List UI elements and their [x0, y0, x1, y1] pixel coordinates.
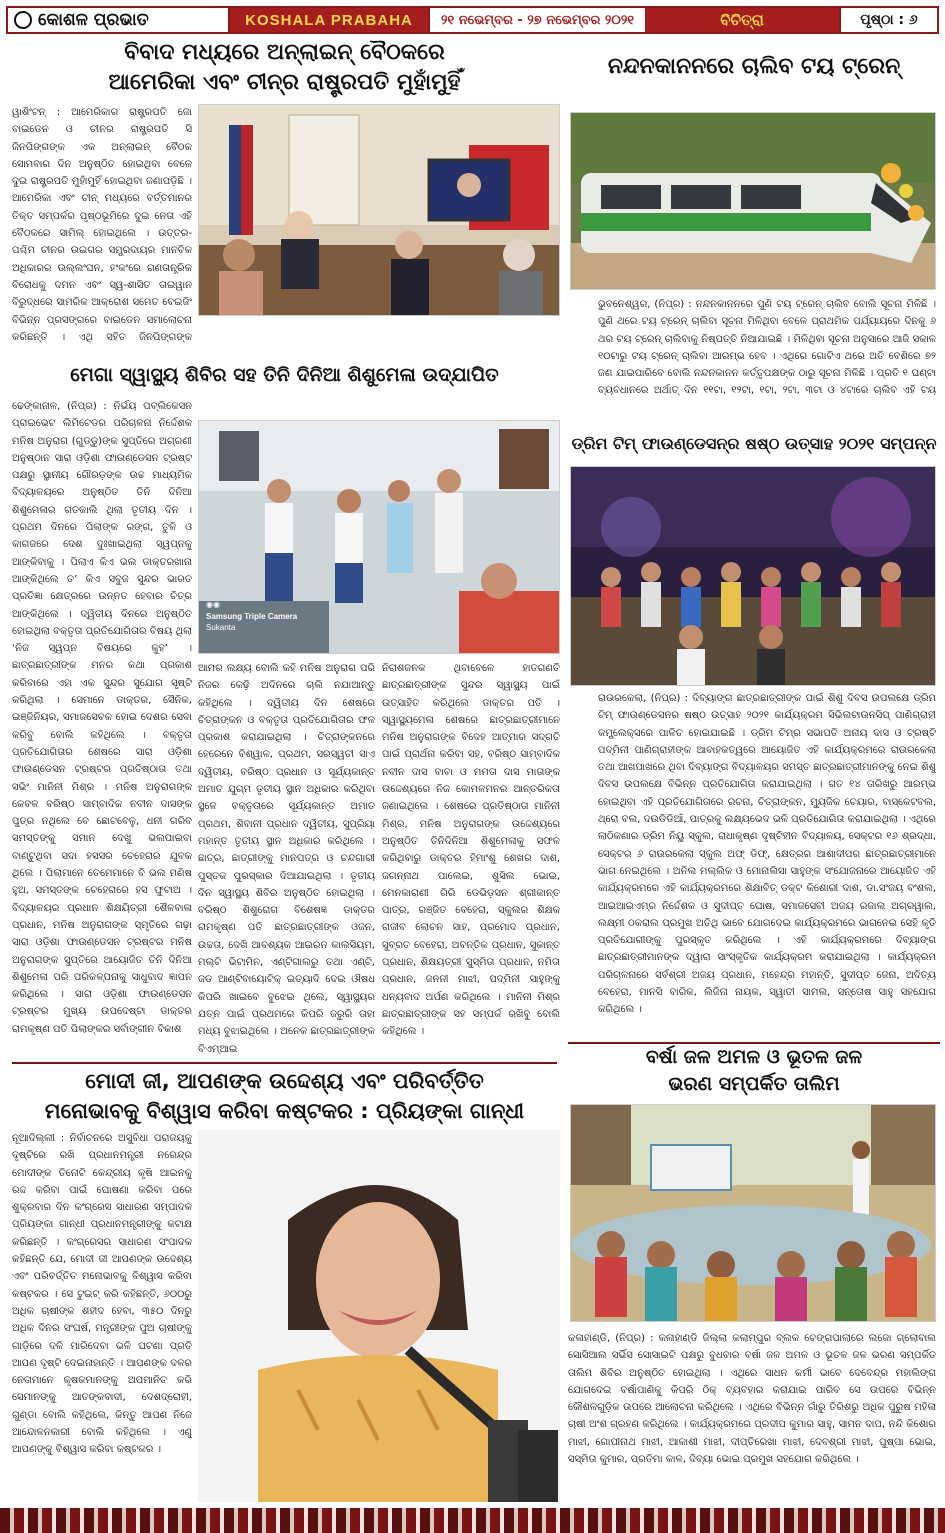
- section-divider: [12, 1062, 557, 1064]
- rainwater-headline-line2: ଭରଣ ସମ୍ପର୍କିତ ତାଲିମ: [668, 1073, 840, 1095]
- us-china-headline: [12, 38, 557, 100]
- photo-credit-camera: Samsung Triple Camera: [206, 612, 298, 621]
- masthead-date: ୨୧ ନଭେମ୍ବର - ୨୭ ନଭେମ୍ବର ୨୦୨୧: [428, 8, 645, 32]
- dream-team-headline: ଡ୍ରିମ ଟିମ୍ ଫାଉଣ୍ଡେସନ୍‌ର ଷଷ୍ଠ ଉତ୍ସାହ ୨୦୨୧ ସମ୍ପନ୍ନ: [571, 434, 937, 453]
- priyanka-photo: [198, 1130, 560, 1502]
- us-china-photo: [198, 104, 560, 316]
- dream-team-image: [571, 467, 936, 686]
- toy-train-body: ଭୁବନେଶ୍ୱର, (ନିପ୍ର) : ନନ୍ଦନକାନନରେ ପୁଣି ଟୟ ଟ୍ରେନ୍ ଚାଲିବ ବୋଲି ସୂଚନା ମିଳିଛି । ପୁଣି ଥରେ ଟୟ ଟ୍ରେନ୍ ଚାଲିବା ସୂଚନା ମିଳିଥିବା ବେଳେ ପ୍ରାଥମିକ ପର୍ଯ୍ୟାୟରେ ଦିନକୁ ୬ ଥର ଟୟ ଟ୍ରେନ୍ ଚାଲିବାକୁ ନିଷ୍ପତ୍ତି ନିଆଯାଇଛି । ମିଳିଥିବା ସୂଚନା ଅନୁସାରେ ଆଜି ସକାଳ ୧୦ଟାରୁ ଟୟ ଟ୍ରେନ୍ ଚାଲିବା ଆରମ୍ଭ ହେବ । ଏଥିରେ ଗୋଟିଏ ଥରେ ଅତି ବେଶିରେ ୭୨ ଜଣ ଯାଇପାରିବେ ବୋଲି ନନ୍ଦନକାନନ କର୍ତ୍ତୃପକ୍ଷଙ୍କ ଠାରୁ ସୂଚନା ମିଳିଛି । ପ୍ରତି ୧ ଘଣ୍ଟା ବ୍ୟବଧାନରେ ଅର୍ଥାତ୍ ଦିନ ୧୧ଟା, ୧୨ଟା, ୧ଟା, ୨ଟା, ୩ଟା ଓ ୪ଟାରେ ଚାଲିବ ଏହି ଟୟ: [598, 299, 936, 397]
- priyanka-headline-line2: ମନୋଭାବକୁ ବିଶ୍ୱାସ କରିବା କଷ୍ଟକର : ପ୍ରିୟଙ୍କା ଗାନ୍ଧୀ: [44, 1099, 525, 1123]
- priyanka-headline: [12, 1066, 557, 1128]
- rainwater-photo: [570, 1104, 936, 1322]
- health-camp-headline: ମେଗା ସ୍ୱାସ୍ଥ୍ୟ ଶିବିର ସହ ତିନି ଦିନିଆ ଶିଶୁମେଳା ଉଦ୍‌ଯାପିତ: [70, 364, 499, 386]
- masthead-page-number: ପୃଷ୍ଠା : ୬: [839, 8, 937, 32]
- rainwater-headline: [568, 1044, 940, 1100]
- masthead-section: ବିଚିତ୍ରା: [645, 8, 839, 32]
- us-china-headline-line2: ଆମେରିକା ଏବଂ ଚୀନ୍‌ର ରାଷ୍ଟ୍ରପତି ମୁହାଁମୁହିଁ: [108, 70, 461, 95]
- dream-team-body: ରାଉରକେଲା, (ନିପ୍ର) : ଦିବ୍ୟାଙ୍ଗ ଛାତ୍ରଛାତ୍ରୀଙ୍କ ପାଇଁ ଶିଶୁ ଦିବସ ଉପଲକ୍ଷେ ଡ୍ରିମ ଟିମ୍ ଫାଉଣ୍ଡେସନର ଷଷ୍ଠ ଉତ୍ସାହ ୨୦୨୧ କାର୍ଯ୍ୟକ୍ରମ ସିଭିଲଟାଉନସିପ୍ ପାଣିଗ୍ରାହୀ କମ୍ପ୍ଲେକ୍ସରେ ପାଳିତ ହୋଇଯାଇଛି । ଡ୍ରିମ ଟିମ୍‌ର ସଭାପତି ଅନାୟ ଦାସ ଓ ଟ୍ରଷ୍ଟି ପଦ୍ମିନୀ ପାଣିଗ୍ରାହୀଙ୍କ ଆବାହକତ୍ୱରେ ଆୟୋଜିତ ଏହି କାର୍ଯ୍ୟକ୍ରମରେ ରାଉରକେଲା ତଥା ଆଖପାଖରେ ଥିବା ଦିବ୍ୟାଙ୍ଗ ବିଦ୍ୟାଳୟର ସମସ୍ତ ଛାତ୍ରଛାତ୍ରୀମାନଙ୍କୁ ନେଇ ଶିଶୁ ଦିବସ ଉପଲକ୍ଷେ ବିଭିନ୍ନ ପ୍ରତିଯୋଗିତା କରାଯାଇଥିଲା । ଗତ ୧୪ ତାରିଖରୁ ଆରମ୍ଭ ହୋଇଥିବା ଏହି ପ୍ରତିଯୋଗିତାରେ ରଚନା, ଚିତ୍ରାଙ୍କନ, ମ୍ୟୁଜିକ ଚେୟାର, ବାସ୍କେଟବଲ, ଥ୍ରୋ ବଲ, ଦଉଡିଡିଆଁ, ପାତ୍ରକୁ ଲକ୍ଷ୍ୟଭେଦ ଭଳି ପ୍ରତିଯୋଗିତା କରାଯାଇଥିଲା । ଏଥିରେ ଲାଠିକଣାର ଡ୍ରିମ ନିୟୁ ସ୍କୁଲ, ରାଧାକୃଷ୍ଣ ଦୃଷ୍ଟିହୀନ ବିଦ୍ୟାଳୟ, ସେକ୍ଟର ୧୬ ଶ୍ରଦ୍ଧା, ସେକ୍ଟର ୬ ରାଉରକେଲା ସ୍କୁଲ ଅଫ୍ ଡିଫ୍, କ୍ଷେତ୍ରର ଆଶାଦୀପର ଛାତ୍ରଛାତ୍ରୀମାନେ ଭାଗ ନେଇଥିଲେ । ଅନିଲ ମଲ୍ଲିକ ଓ ମୋନାଲିସା ସାହୁଙ୍କ ସଂଯୋଜନାରେ ଆୟୋଜିତ ଏହି କାର୍ଯ୍ୟକ୍ରମରେ ଏହି କାର୍ଯ୍ୟକ୍ରମରେ ଶିକ୍ଷାବିତ୍ ଡକ୍ଟ କିଶୋରୀ ଦାଶ, ଡା.ସଂଜୟ ବଂଶଲ, ଆଇଆଇଏମ୍‌ର ନିର୍ଦ୍ଦେଶକ ଓ ସୁଦୀପ୍ତ ଘୋଷ, ସମାଜସେବୀ ଅଜୟ ରଜାଲ ଅଗ୍ରୱାଲ, ଲକ୍ଷ୍ମୀ ଠକରାଲ ପ୍ରମୁଖ ଅତିଥି ଭାବେ ଯୋଗଦେଇ କାର୍ଯ୍ୟକ୍ରମରେ ଭାଗନେଇ ସେହି କୃତି ପ୍ରତିଯୋଗୀଙ୍କୁ ପୁରସ୍କୃତ କରିଥିଲେ । ଏହି କାର୍ଯ୍ୟକ୍ରମରେ ଦିବ୍ୟାଙ୍ଗ ଛାତ୍ରଛାତ୍ରୀମାନଙ୍କ ଦ୍ୱାରା ସାଂସ୍କୃତିକ କାର୍ଯ୍ୟକ୍ରମ କରାଯାଇଥିଲା । କାର୍ଯ୍ୟକ୍ରମ ପରିଚାଳନାରେ ସର୍ବଶ୍ରୀ ଅଜୟ ପ୍ରଧାନ, ମହେନ୍ଦ୍ର ମହାନ୍ତି, ସୁଦୀପ୍ତ ଜେନା, ଅଦିତ୍ୟ ବେହେରା, ମାନସି ବାରିକ, ଲିଜିନା ନାୟକ, ସ୍ୱାତୀ ସାମଲ, ସନ୍ତୋଷ ସାହୁ ସହଯୋଗ କରିଥିଲେ ।: [598, 693, 936, 1016]
- footer-border-pattern: [0, 1508, 945, 1533]
- us-china-headline-line1: ବିବାଦ ମଧ୍ୟରେ ଅନ୍‌ଲାଇନ୍ ବୈଠକରେ: [124, 40, 445, 65]
- health-camp-body-col2: ଆମର ଲକ୍ଷ୍ୟ ବୋଲି କହି ମନିଷ ଅନୁରାଗ ପରି ନିଜର କେଢ଼ି ଅଦିନରେ ଚାଲି ନଯାଆନ୍ତୁ କହିଥିଲେ । ଦ୍ୱିତୀୟ ଦିନ ଶେଷରେ ଚିତ୍ରାଙ୍କନ ଓ ବକ୍ତୃତା ପ୍ରତିଯୋଗିତାର ଫଳ ପ୍ରକାଶ କରାଯାଇଥିଲା । ଚିତ୍ରାଙ୍କନରେ ହେରେନେ ବିଶ୍ୱାଳ, ପ୍ରଥମ, ସରସ୍ୱତୀ ସାଏ ଦ୍ୱିତୀୟ, ବରିଷ୍ଠ ପ୍ରଧାନ ଓ ସୂର୍ଯ୍ୟକାନ୍ତ ଅମାତ ଯୁଗ୍ମ ତୃତୀୟ ସ୍ଥାନ ଅଧିକାର କରିଥିବା ସ୍ଥଳେ ବକ୍ତୃତାରେ ସୂର୍ଯ୍ୟକାନ୍ତ ଅମାତ ପ୍ରଥମ, ଶିବାନୀ ପ୍ରଧାନ ଦ୍ୱିତୀୟ, ସୁପ୍ରିୟା ମହାନ୍ତ ତୃତୀୟ ସ୍ଥାନ ଅଧିକାର କରିଥିଲେ । ଛାତ୍ର, ଛାତ୍ରୀଙ୍କୁ ମାନପତ୍ର ଓ ଚନ୍ଦଗାରୀ ପୁସ୍ତକ ପୁରସ୍କାର ଦିଆଯାଇଥିଲା । ତୃତୀୟ ଦିନ ସ୍ୱାସ୍ଥ୍ୟ ଶିବିର ଅନୁଷ୍ଠିତ ହୋଇଥିଲା । ବରିଷ୍ଠ ଶିଶୁରୋଗ ବିଶେଷଜ୍ଞ ଡାକ୍ତର ରାମକୃଷ୍ଣ ପତି ଛାତ୍ରଛାତ୍ରୀଙ୍କ ଓଜନ, ଉଚ୍ଚତା, ଦେଖି ଆବଶ୍ୟକ ଆଇରନ କାଲସିୟମ, ମଲ୍ଟି ଭିଟାମିନ, ଏଣ୍ଟିଗାଲରୁ ତଥା ଏଣ୍ଟି, ଜଡ ଆଣ୍ଟିବାୟୋଟିକ୍ ଇତ୍ୟାଦି ଦେଇ ଔଷଧ କିପରି ଖାଇବେ ବୁଝେଇ ଥିଲେ, ସ୍ୱାସ୍ଥ୍ୟର ଯତ୍ନ ପାଇଁ ପ୍ରଥମରେ କିପରି ଜରୁରି ତାହା ମଧ୍ୟ ବୁଝାଇଥିଲେ । ଅନେକ ଛାତ୍ରଛାତ୍ରୀଙ୍କ ବିଏମ୍‌ଆଇ: [198, 663, 375, 1055]
- masthead-name: KOSHALA PRABAHA: [230, 8, 428, 32]
- priyanka-headline-line1: ମୋଦୀ ଜୀ, ଆପଣଙ୍କ ଉଦ୍ଦେଶ୍ୟ ଏବଂ ପରିବର୍ତ୍ତିତ: [85, 1069, 484, 1093]
- masthead: [6, 6, 939, 34]
- rainwater-image: [571, 1105, 936, 1322]
- logo-icon: [14, 11, 32, 29]
- rainwater-headline-line1: ବର୍ଷା ଜଳ ଅମଳ ଓ ଭୂତଳ ଜଳ: [645, 1046, 863, 1068]
- photo-credit-name: Sukanta: [206, 623, 236, 632]
- us-china-photo-image: [199, 105, 560, 316]
- priyanka-image: [198, 1130, 560, 1502]
- toy-train-image: [571, 113, 936, 290]
- photo-credit-logo: ◉◉: [206, 600, 220, 609]
- dream-team-photo: [570, 466, 936, 686]
- masthead-logo: [8, 8, 230, 32]
- health-camp-body-col3: ନିରାଶଜନକ ଥିବାବେଳେ ହାତଗଣତି ଛାତ୍ରଛାତ୍ରୀଙ୍କ ସୁନ୍ଦର ସ୍ୱାସ୍ଥ୍ୟ ପାଇଁ ଉତ୍ସାହିତ କରିଥିଲେ ଡାକ୍ତର ପତି । ସ୍ୱାସ୍ଥ୍ୟମେଳା ଶେଷରେ ଛାତ୍ରଛାତ୍ରୀମାନେ ମନିଷ ଅନୁରାଗଙ୍କ ବିଦେହ ଆତ୍ମାର ସଦ୍‌ଗତି ପାଇଁ ପ୍ରାର୍ଥନା କରିବା ସହ, ବରିଷ୍ଠ ସାମ୍ବାଦିକ ନବୀନ ଦାସ ବାବା ଓ ମମତା ଦାସ ମାତାଙ୍କ ଉଦ୍ଦେଶ୍ୟରେ ନିଜ କୋମଳମନର ଆନ୍ତରିକତା ଜଣାଇଥିଲେ । ଶେଷରେ ପ୍ରତିଷ୍ଠାତା ମାନିନୀ ମିଶ୍ର, ମନିଷ ଅନୁରାଗଙ୍କ ଉଦ୍ଦେଶ୍ୟରେ ଅନୁଷ୍ଠିତ ତିନିଦିନିଆ ଶିଶୁମେଳାକୁ ସଫଳ କରିଥିବାରୁ ଡାକ୍ତର ହିମାଂଶୁ ଶେଖର ଦାଶ, ଜଗନ୍ନାଥ ପାଲେଇ, ଶୁସିଲ ଭୋଇ, ମେନକାରାଣୀ ଗିରି ଡେଭିଡ଼ସନ ଶ୍ରୀକାନ୍ତ ପାତ୍ର, ରଞ୍ଜିତ ବେହେରା, ସ୍କୁଲର ଶିକ୍ଷକ ରାଜୀବ ଲୋଚନ ସାହ, ପ୍ରମୋଦ ପ୍ରଧାନ, ସୁବ୍ରତ ବେହେରା, ଅବନ୍ତିକ ପ୍ରଧାନ, ସୁକାନ୍ତ ପ୍ରଧାନ, ଶିକ୍ଷୟତ୍ରୀ ସୁସ୍ମିତା ପ୍ରଧାନ, ନମିତା ପ୍ରଧାନ, ଜନନୀ ମାଝୀ, ପଦ୍ମିନୀ ସାହୁଙ୍କୁ ଧନ୍ୟବାଦ ଅର୍ପଣ କରିଥିଲେ । ମାନିନୀ ମିଶ୍ର ଛାତ୍ରଛାତ୍ରୀଙ୍କ ସହ ସମ୍ପର୍କ ରଖିବୁ ବୋଲି କହିଥିଲେ ।: [382, 663, 560, 1038]
- rainwater-body: କଳାହାଣ୍ଡି, (ନିପ୍ର) : କଳାହାଣ୍ଡି ଜିଲ୍ଲା କଲାମ୍ପୁର ବ୍ଲକ ଚେଙ୍ଗପାଲାରେ ଲଜୋ ଗ୍ଲୋବାଲ ସୋସିଆଲ ସର୍ଭିସ ସୋସାଇଟି ପକ୍ଷରୁ ବୁଧବାର ବର୍ଷା ଜଳ ଅମଳ ଓ ଭୂତଳ ଜଳ ଭରଣ ସମ୍ପର୍କିତ ତାଲିମ ଶିବିର ଅନୁଷ୍ଠିତ ହୋଇଥିଲା । ଏଥିରେ ସାଧନ କର୍ମୀ ଭାବେ ଦେବେନ୍ଦ୍ର ମହାଲିଙ୍ଗ ଯୋଗଦେଇ ବର୍ଷାପାଣିକୁ କିପରି ଠିକ୍ ବ୍ୟବହାର କରାଯାଇ ପାରିବ ସେ ଉପରେ ବିଭିନ୍ନ କୌଶଳଗୁଡ଼ିକ ଉପରେ ଆଲୋଚନା କରିଥିଲେ । ଏଥିରେ ବିଭିନ୍ନ ଗାଁରୁ ତିରିଶରୁ ଅଧିକ ପୁରୁଷ ମହିଳା ଚାଷୀ ଅଂଶ ଗ୍ରହଣ କରିଥିଲେ । କାର୍ଯ୍ୟକ୍ରମରେ ପ୍ରଦୀପ କୁମାର ସାହୁ, ସାମନ ଦାପ, ନନ୍ଦି କିଶୋର ମାଝୀ, ଗୋପୀନାଥ ମାଝୀ, ଆକାଶୀ ମାଝୀ, ଦୀପ୍ତିରେଖା ମାଝୀ, ଦେବଶ୍ରୀ ମାଝୀ, ପୁଷ୍ପା ଭୋଇ, ସସ୍ମିତା କୁମାର, ପ୍ରତିମା କାଳ, ଦିବ୍ୟା ଭୋଇ ପ୍ରମୁଖ ସହଯୋଗ କରିଥିଲେ ।: [568, 1333, 936, 1466]
- toy-train-headline: ନନ୍ଦନକାନନରେ ଚାଲିବ ଟୟ ଟ୍ରେନ୍: [607, 54, 901, 79]
- logo-text: କୋଶଳ ପ୍ରଭାତ: [38, 10, 149, 30]
- toy-train-photo: [570, 112, 936, 290]
- health-camp-body-col1: ଢେଙ୍କାନାଳ, (ନିପ୍ର) : ନିର୍ଭୟ ପବ୍ଲିକେସନ ପ୍ରାଇଭେଟ ଲିମିଟେଡର ପରିଚାଳନା ନିର୍ଦ୍ଦେଶକ ମନିଷ ଅନୁରାଗ (ଗୁଡ୍ଡୁ)ଙ୍କ ସୁପ୍ତିରେ ଅଗ୍ରଣୀ ଅନୁଷ୍ଠାନ ସାରା ଓଡ଼ିଶା ଫାଉଣ୍ଡେସନ ଟ୍ରଷ୍ଟ ପକ୍ଷରୁ ସ୍ଥାନୀୟ ଗୌରଡ଼ଙ୍କ ଉଚ୍ଚ ମାଧ୍ୟମିକ ବିଦ୍ୟାଳୟରେ ଅନୁଷ୍ଠିତ ତିନି ଦିନିଆ ଶିଶୁମେଳାର ଗତକାଲି ଥିଲା ତୃତୀୟ ଦିନ । ପ୍ରଥମ ଦିନରେ ପିଲାଙ୍କ ରଙ୍ଗ, ତୁଳି ଓ କାଗଜରେ ଦେଶ ଦୁଃଖାଇଥିଲା ସ୍ୱପ୍ନକୁ ଆଙ୍କିବାକୁ । ପିଲାଏ କିଏ ଭଲ ଡାକ୍ତରଖାନା ଆଙ୍କିଥିଲେ ତ’ କିଏ ସବୁଜ ସୁନ୍ଦର ଭାରତ ପ୍ରତିଜ୍ଞା କ୍ଷେତ୍ରରେ ଉନ୍ନତ ହେବାର ଚିତ୍ର ଆଙ୍କିଥିଲେ । ଦ୍ୱିତୀୟ ଦିନରେ ଅନୁଷ୍ଠିତ ହୋଇଥିଲା ବକ୍ତୃତା ପ୍ରତିଯୋଗିତାର ବିଷୟ ଥିଲା ‘ନିଜ ସ୍ୱପ୍ନ ବିଷୟରେ କୁହ’ । ଛାତ୍ରଛାତ୍ରୀଙ୍କ ମନର କଥା ପ୍ରକାଶ କରିବାରେ ଏହା ଏକ ସୁନ୍ଦର ସୁଯୋଗ ସୃଷ୍ଟି କରିଥିଲା । ସେମାନେ ଡାକ୍ତର, ସୈନିକ, ଇଞ୍ଜିନିୟର, ସମାଜସେବକ ହୋଇ ଦେଶର ସେବା କରିବୁ ବୋଲି କହିଥିଲେ । ବକ୍ତୃତା ପ୍ରତିଯୋଗିତାର ଶେଷରେ ସାରା ଓଡ଼ିଶା ଫାଉଣ୍ଡେସନ ଟ୍ରଷ୍ଟର ପ୍ରତିଷ୍ଠାତା ତଥା ସଭିଂ ମାନିନୀ ମିଶ୍ର । ମନିଷ ଅନୁରାଗଙ୍କ କେବଳ ବରିଷ୍ଠ ସାମ୍ବାଦିକ ନବୀନ ଦାସଙ୍କ ପୁତ୍ର ନଥିଲେ ବେ ଛୋଟବେଳୁ, ଧନୀ ଗରିବ ସମସ୍ତଙ୍କୁ ସମାନ ଦେଖୁ ଭଲପାଇବା ବାଣ୍ଟୁଥିବା ସଦା ହସସର ଚେହେରାର ଯୁବକ ଥିଲେ । ପିଲାମାନେ ତେମେମାନେ ବି ଭଲ ମଣିଷ ହୁଅ, ସମସ୍ତଙ୍କ ଚେହେରାରେ ହସ ଫୁଟାଅ । ବିଦ୍ୟାଳୟର ପ୍ରଧାନ ଶିକ୍ଷୟିତ୍ରୀ ଶୈଳବାଳା ପ୍ରଧାନ, ମନିଷ ଅନୁରାଗଙ୍କ ସ୍ମୃତିରେ ଗଢ଼ା ସାରା ଓଡ଼ିଶା ଫାଉଣ୍ଡେସନ ଟ୍ରଷ୍ଟର ମନିଷ ଅନୁରାଗଙ୍କ ସୁପ୍ତିରେ ଆୟୋଜିତ ତିନି ଦିନିଆ ଶିଶୁମେଳା ପରି ପରିକଳ୍ପନାକୁ ସାଧୁବାଦ ଜ୍ଞାପନ କରିଥିଲେ । ସାରା ଓଡ଼ିଶା ଫାଉଣ୍ଡେସନ ଟ୍ରଷ୍ଟର ମୁଖ୍ୟ ଉପଦେଷ୍ଟା ଡାକ୍ତର ରାମକୃଷ୍ଣ ପତି ପିଲାଙ୍କର ସର୍ବାଙ୍ଗୀନ ବିକାଶ: [12, 401, 192, 1035]
- priyanka-body: ନୂଆଦିଲ୍ଲୀ : ନିର୍ବାଚନରେ ଅସୁବିଧା ପରାଜୟକୁ ଦୃଷ୍ଟିରେ ରଖି ପ୍ରଧାନମନ୍ତ୍ରୀ ନରେନ୍ଦ୍ର ମୋଦୀଙ୍କ ତିନୋଟି କେନ୍ଦ୍ରୀୟ କୃଷି ଆଇନକୁ ରଦ୍ଦ କରିବା ପାଇଁ ଘୋଷଣା କରିବା ପରେ ଶୁକ୍ରବାର ଦିନ କଂଗ୍ରେସ ସାଧାରଣ ସମ୍ପାଦକ ପ୍ରିୟଙ୍କା ଗାନ୍ଧୀ ପ୍ରଧାନମନ୍ତ୍ରୀଙ୍କୁ କଟାକ୍ଷ କରିଛନ୍ତି । କଂଗ୍ରେସର ସାଧାରଣ ସଂପାଦକ କହିଛନ୍ତି ଯେ, ମୋଦୀ ଜୀ ଆପଣଙ୍କ ଉଦ୍ଦେଶ୍ୟ ଏବଂ ପରିବର୍ତ୍ତିତ ମନୋଭାବକୁ ବିଶ୍ୱାସ କରିବା କଷ୍ଟକର । ସେ ଟୁଇଟ୍ କରି କହିଛନ୍ତି, ୬୦୦ରୁ ଅଧିକ ଚାଷୀଙ୍କ ଶହୀଦ ହେବା, ୩୫୦ ଦିନରୁ ଅଧିକ ଦିନର ସଂଘର୍ଷ, ମନ୍ତ୍ରୀଙ୍କ ପୁଅ ଚାଷୀଙ୍କୁ ଗାଡ଼ିରେ ଦଳି ମାରିଦେବା ଭଳି ଘଟଣା ପ୍ରତି ଆପଣ ଦୃଷ୍ଟି ଦେଇନାହାନ୍ତି । ଆପଣଙ୍କ ଦଳର ନେତାମାନେ କୃଷକମାନଙ୍କୁ ଅପମାନିତ କରି ସେମାନଙ୍କୁ ଆତଙ୍କବାଦୀ, ଦେଶଦ୍ରୋହୀ, ଗୁଣ୍ଡା ବୋଲି କହିଥିଲେ, କିନ୍ତୁ ଆପଣ ନିଜେ ଆନ୍ଦୋଳନକାରୀ ବୋଲି କହିଥିଲେ । ଏଣୁ ଆପଣଙ୍କୁ ବିଶ୍ୱାସ କରିବା କଷ୍ଟକର ।: [12, 1133, 192, 1456]
- us-china-body: ୱାଶିଂଟନ୍ : ଆମେରିକାର ରାଷ୍ଟ୍ରପତି ଜୋ ବାଇଡେନ ଓ ଚୀନର ରାଷ୍ଟ୍ରପତି ସି ଜିନପିଙ୍ଗଙ୍କ ଏକ ଅନ୍‌ଲାଇନ୍ ବୈଠକ ସୋମବାର ଦିନ ଅନୁଷ୍ଠିତ ହୋଇଥିବା ବେଳେ ଦୁଇ ରାଷ୍ଟ୍ରପତି ମୁହାଁମୁହିଁ ହୋଇଥିବା ଜଣାପଡ଼ିଛି । ଆମେରିକା ଏବଂ ଚୀନ୍ ମଧ୍ୟରେ ବର୍ତ୍ତମାନର ତିକ୍ତ ସମ୍ପର୍କର ପୃଷ୍ଠଭୂମିରେ ଦୁଇ ନେତା ଏହି ବୈଠକରେ ସାମିଲ୍ ହୋଇଥିଲେ । ଉତ୍ତର-ପଶ୍ଚିମ ଚୀନର ଉଇଗର ସମ୍ପ୍ରଦାୟର ମାନବିକ ଅଧିକାରର ଉଲ୍ଲଂଘନ, ହଂକଂରେ ଗଣତାନ୍ତ୍ରିକ ବିରୋଧକୁ ଦମନ ଏବଂ ସ୍ୱ-ଶାସିତ ତାଇୱାନ ବିରୁଦ୍ଧରେ ସାମରିକ ଆକ୍ରୋଶ ସମେତ ବେଇଜିଂ ବିଭିନ୍ନ ପ୍ରସଙ୍ଗରେ ବାଇଡେନ ସମାଲୋଚନା କରିଛନ୍ତି । ଏଥି ସହିତ ଜିନପିଙ୍ଗଙ୍କ: [12, 107, 192, 343]
